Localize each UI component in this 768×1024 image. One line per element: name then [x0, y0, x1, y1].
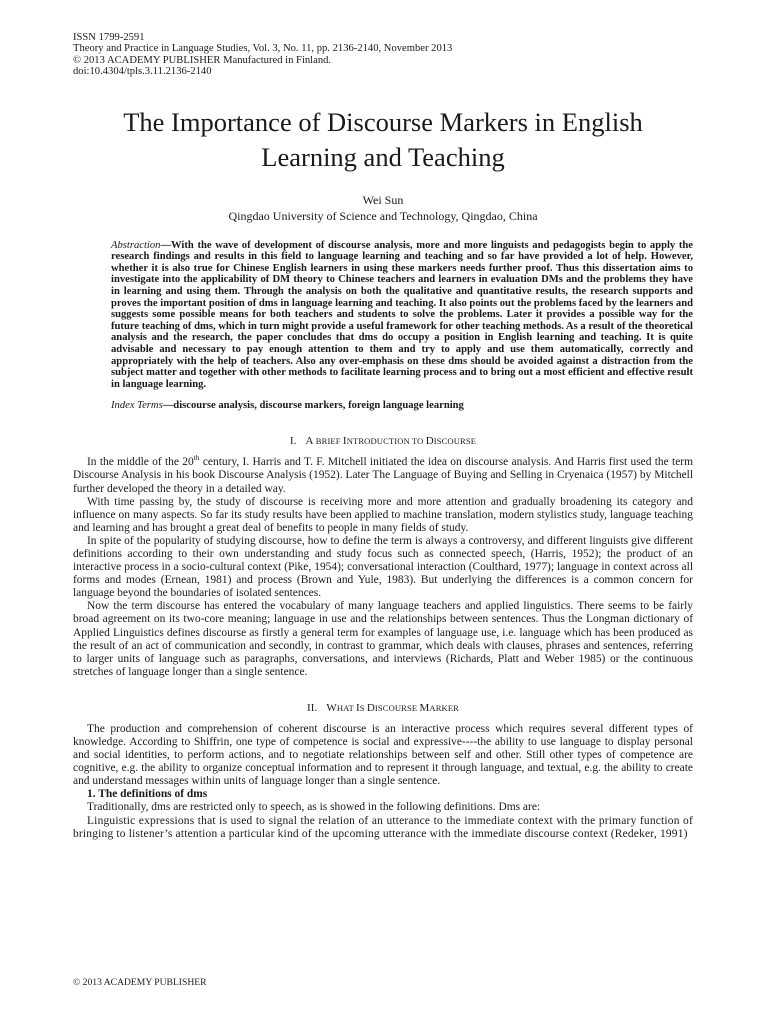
index-terms — [111, 400, 693, 412]
section1-paragraph-1 — [73, 453, 693, 495]
section1-paragraph-2: With time passing by, the study of discourse is receiving more and more attention and gradually broadening its category and influence on many aspects. So far its study results have been applied to machine translation, modern stylistics study, language teaching and learning and has brought a great deal of benefits to people in many fields of study. — [73, 495, 693, 534]
section-title-part: ARKER — [429, 702, 460, 713]
superscript: th — [193, 453, 200, 463]
index-terms-label: Index Terms — [111, 400, 163, 412]
section2-paragraph-1: The production and comprehension of coherent discourse is an interactive process which requires several different types of knowledge. According to Shiffrin, one type of competence is social and expressive----the ability to use language to display personal and social identities, to perform actions, and to negotiate relationships between self and other. Still other types of competence are cognitive, e.g. the ability to organize conceptual information and to represent it through language, and textual, e.g. the ability to create and understand messages within units of language longer than a single sentence. — [73, 722, 693, 788]
publisher-line: © 2013 ACADEMY PUBLISHER Manufactured in Finland. — [73, 54, 332, 66]
section2-paragraph-3: Linguistic expressions that is used to signal the relation of an utterance to the immediate context with the primary function of bringing to listener’s attention a particular kind of the upcoming utterance with the immediate discourse context (Redeker, 1991) — [73, 814, 693, 840]
paragraph-text: In the middle of the 20 — [87, 456, 194, 469]
section-number: II. — [306, 701, 318, 714]
section2-paragraph-2: Traditionally, dms are restricted only to speech, as is showed in the following definitions. Dms are: — [87, 801, 541, 814]
section-title-part: BRIEF — [313, 436, 343, 447]
author-affiliation: Qingdao University of Science and Technology, Qingdao, China — [228, 208, 538, 223]
index-terms-text: —discourse analysis, discourse markers, foreign language learning — [162, 400, 464, 412]
section-title-part: I — [342, 435, 347, 448]
journal-header — [73, 32, 693, 78]
doi-line: doi:10.4304/tpls.3.11.2136-2140 — [73, 66, 212, 78]
section-title-part: W — [326, 701, 337, 714]
paragraph-text: century, I. Harris and T. F. Mitchell initiated the idea on discourse analysis. And Harris first used the term Discourse Analysis in his book Discourse Analysis (1952). Later The Language of Buying and Selling in Cryenaica (1957) by Mitchell further developed the theory in a detailed way. — [73, 456, 693, 495]
paper-page — [73, 32, 693, 841]
section-title-part: NTRODUCTION TO — [346, 436, 426, 447]
abstract-label: Abstraction — [111, 239, 161, 251]
section-title-part: I — [355, 701, 360, 714]
section-title-part: S — [359, 702, 367, 713]
section-heading-2 — [73, 702, 693, 715]
section-title-part: ISCOURSE — [433, 436, 477, 447]
section-title-part: D — [366, 701, 375, 714]
page-footer: © 2013 ACADEMY PUBLISHER — [73, 977, 207, 988]
paper-title: The Importance of Discourse Markers in English Learning and Teaching — [123, 106, 643, 172]
section-number: I. — [289, 435, 297, 448]
section-title-part: HAT — [336, 702, 356, 713]
section1-paragraph-4: Now the term discourse has entered the vocabulary of many language teachers and applied linguistics. There seems to be fairly broad agreement on its two-core meaning; language in use and the relationships between sentences. Thus the Longman dictionary of Applied Linguistics defines discourse as firstly a general term for examples of language use, i.e. language which has been produced as the result of an act of communication and secondly, in contrast to grammar, which deals with clauses, phrases and sentences, referring to larger units of language such as paragraphs, conversations, and interviews (Richards, Platt and Weber 1985) or the continuous stretches of language longer than a single sentence. — [73, 600, 693, 678]
author-name: Wei Sun — [362, 192, 404, 207]
section-title-part: A — [305, 435, 314, 448]
journal-citation-line: Theory and Practice in Language Studies, Vol. 3, No. 11, pp. 2136-2140, November 2013 — [73, 43, 453, 55]
section-title-part: D — [425, 435, 434, 448]
section-heading-1 — [73, 435, 693, 448]
section-title-part: ISCOURSE — [374, 702, 420, 713]
issn-line: ISSN 1799-2591 — [73, 32, 145, 43]
abstract-text: —With the wave of development of discourse analysis, more and more linguists and pedagogists begin to apply the research findings and results in this field to language learning and teaching and so far have provided a lot of help. However, whether it is also true for Chinese English learners in using these markers needs further proof. Thus this dissertation aims to investigate into the applicability of DM theory to Chinese teachers and learners in evaluation DMs and the problems they have in learning and using them. Through the analysis on both the qualitative and quantitative results, the research supports and proves the important position of dms in language learning and teaching. It also points out the problems faced by the learners and suggests some possible means for both teachers and students to solve the problems. Later it provides a possible way for the future teaching of dms, which in turn might provide a useful framework for other teaching methods. As a result of the theoretical analysis and the research, the paper concludes that dms do occupy a position in English learning and teaching. It is quite advisable and necessary to pay enough attention to them and try to apply and use them automatically, correctly and appropriately with the help of teachers. Also any over-emphasis on these dms should be avoided against a distraction from the subject matter and together with other methods to facilitate learning process and to bring out a most efficient and effective result in language learning. — [111, 239, 693, 390]
subsection-heading: 1. The definitions of dms — [87, 788, 208, 801]
section1-paragraph-3: In spite of the popularity of studying discourse, how to define the term is always a controversy, and different linguists give different definitions according to their own understanding and study focus such as connected speech, (Harris, 1952); the product of an interactive process in a socio-cultural context (Pike, 1954); conversational interaction (Coulthard, 1977); language in context across all forms and modes (Ernean, 1981) and process (Brown and Yule, 1983). But underlying the differences is a common concern for language beyond the boundaries of isolated sentences. — [73, 534, 693, 600]
section-title-part: M — [419, 701, 430, 714]
abstract — [111, 240, 693, 391]
